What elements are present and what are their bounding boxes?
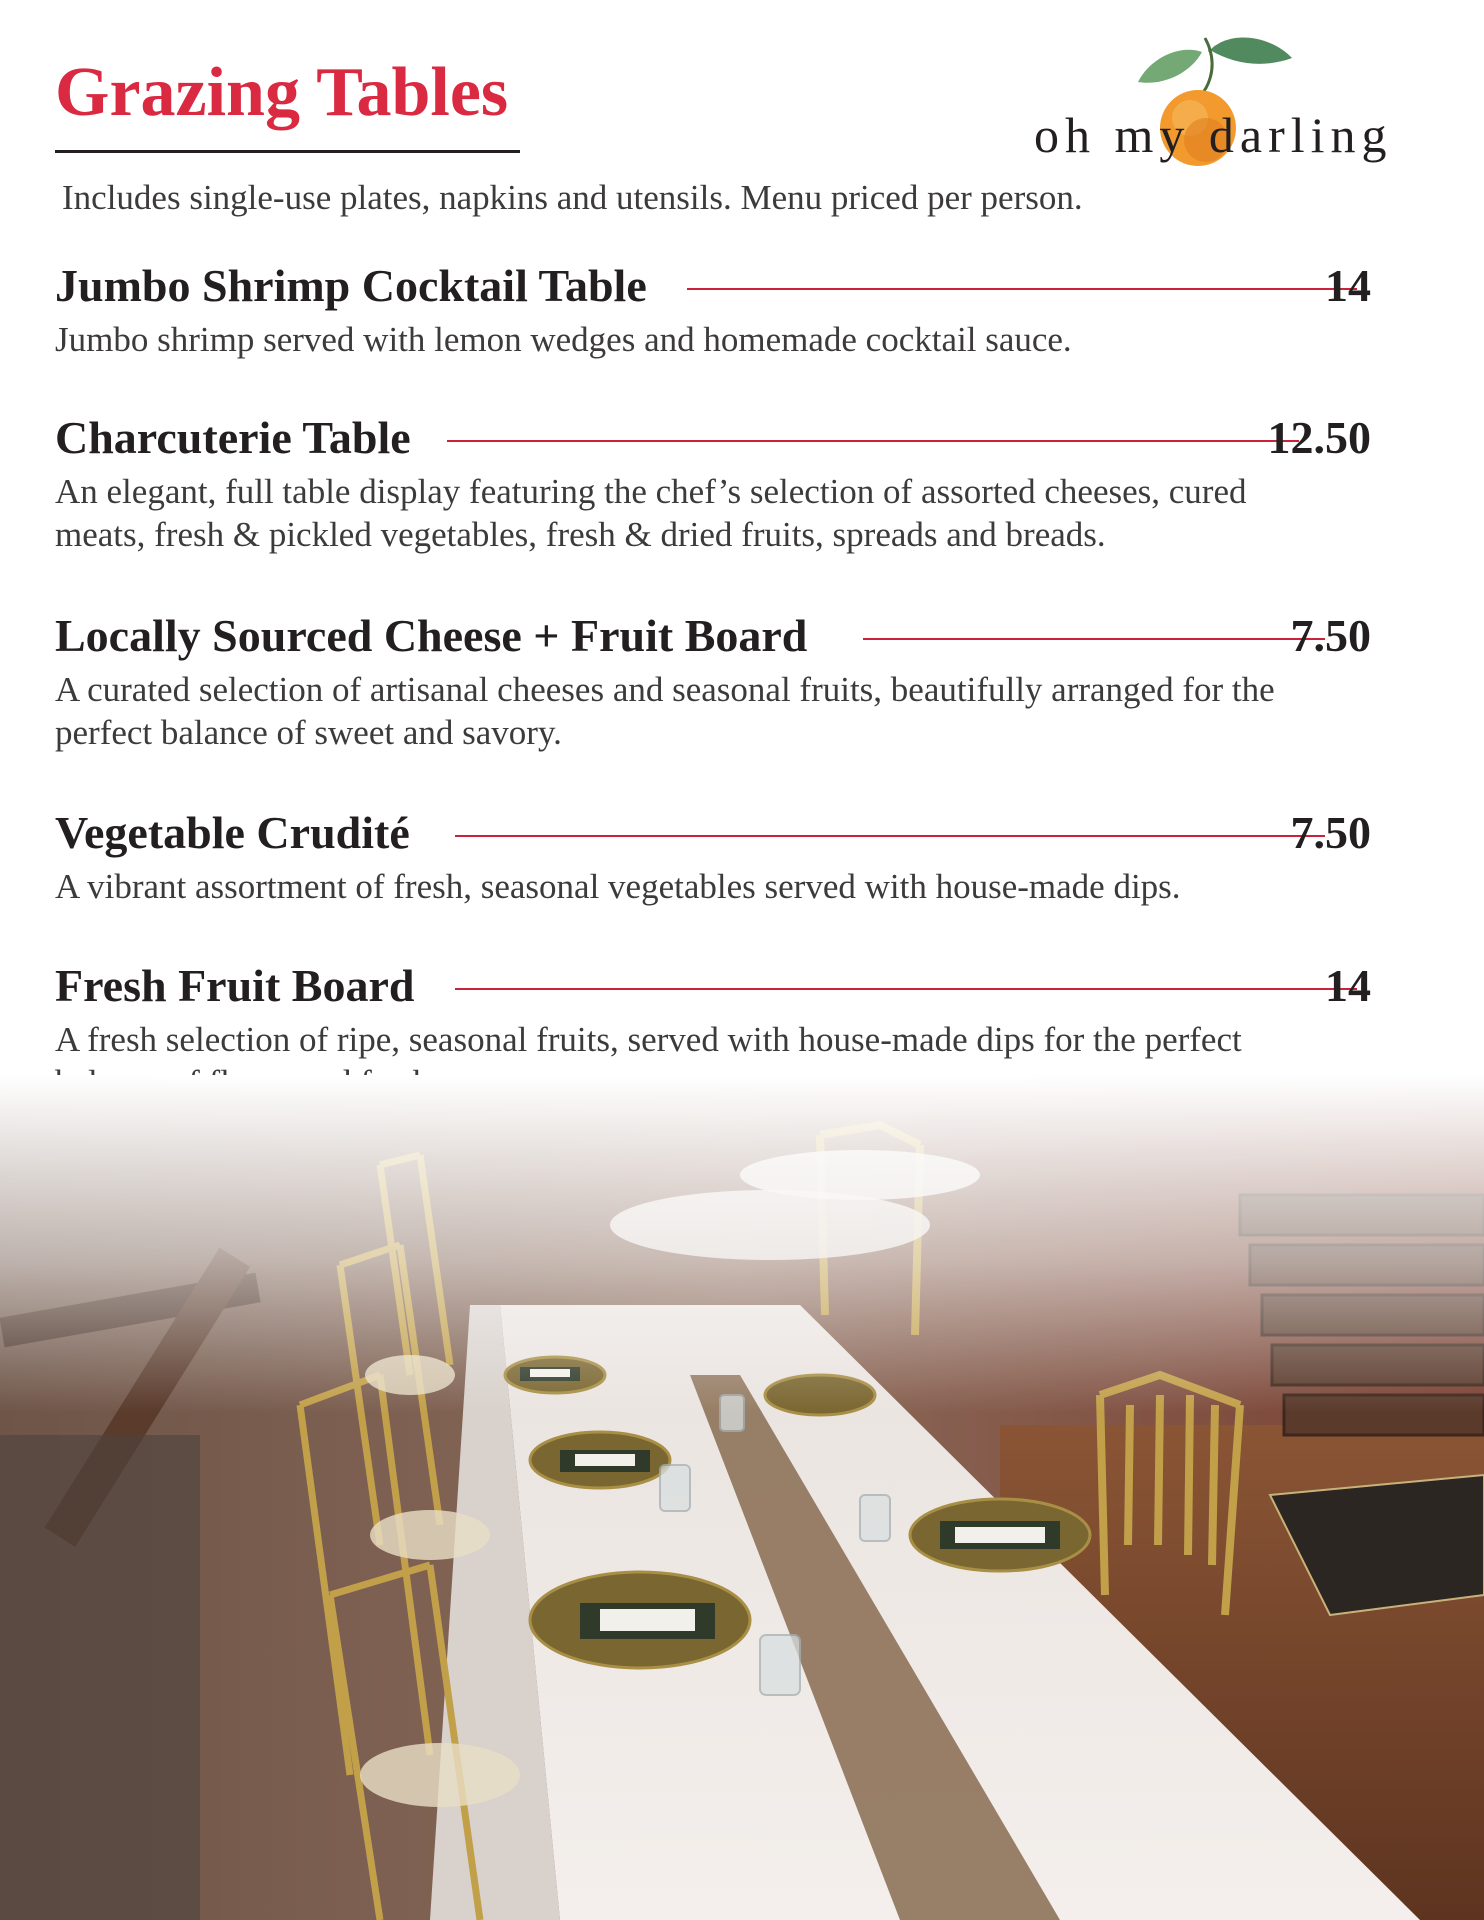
brand-logo	[1030, 30, 1400, 170]
menu-item-name: Vegetable Crudité	[55, 807, 410, 858]
leader-rule	[455, 988, 1357, 990]
menu-item-name: Fresh Fruit Board	[55, 960, 415, 1011]
menu-item-name: Jumbo Shrimp Cocktail Table	[55, 260, 647, 311]
menu-item	[55, 410, 1371, 556]
page-title: Grazing Tables	[55, 54, 509, 131]
leader-rule	[455, 835, 1325, 837]
menu-item-price: 7.50	[1290, 610, 1371, 661]
menu-item	[55, 258, 1371, 361]
menu-item-header	[55, 258, 1371, 318]
menu-item-header	[55, 958, 1371, 1018]
menu-item-header	[55, 608, 1371, 668]
leader-rule	[447, 440, 1299, 442]
menu-item-header	[55, 805, 1371, 865]
leader-rule	[687, 288, 1357, 290]
banquet-table-photo	[0, 1075, 1484, 1920]
menu-item-price: 7.50	[1290, 807, 1371, 858]
menu-item-header	[55, 410, 1371, 470]
menu-item-description: Jumbo shrimp served with lemon wedges and homemade cocktail sauce.	[55, 320, 1072, 359]
menu-item-name: Locally Sourced Cheese + Fruit Board	[55, 610, 808, 661]
menu-item	[55, 608, 1371, 754]
menu-item-name: Charcuterie Table	[55, 412, 411, 463]
menu-item-price: 14	[1325, 260, 1371, 311]
menu-item-price: 12.50	[1267, 412, 1371, 463]
menu-item	[55, 805, 1371, 908]
leader-rule	[863, 638, 1325, 640]
menu-intro: Includes single-use plates, napkins and utensils. Menu priced per person.	[62, 178, 1083, 217]
menu-item-description: An elegant, full table display featuring the chef’s selection of assorted cheeses, cured meats, fresh & pickled vegetables, fresh & dried fruits, spreads and breads.	[55, 472, 1247, 554]
menu-item-description: A vibrant assortment of fresh, seasonal vegetables served with house-made dips.	[55, 867, 1181, 906]
menu-item-description: A fresh selection of ripe, seasonal fruits, served with house-made dips for the perfect	[55, 1020, 1242, 1059]
brand-wordmark: oh my darling	[1034, 107, 1393, 163]
title-underline	[55, 150, 520, 153]
menu-item-description: A curated selection of artisanal cheeses and seasonal fruits, beautifully arranged for the perfect balance of sweet and savory.	[55, 670, 1275, 752]
menu-item-price: 14	[1325, 960, 1371, 1011]
